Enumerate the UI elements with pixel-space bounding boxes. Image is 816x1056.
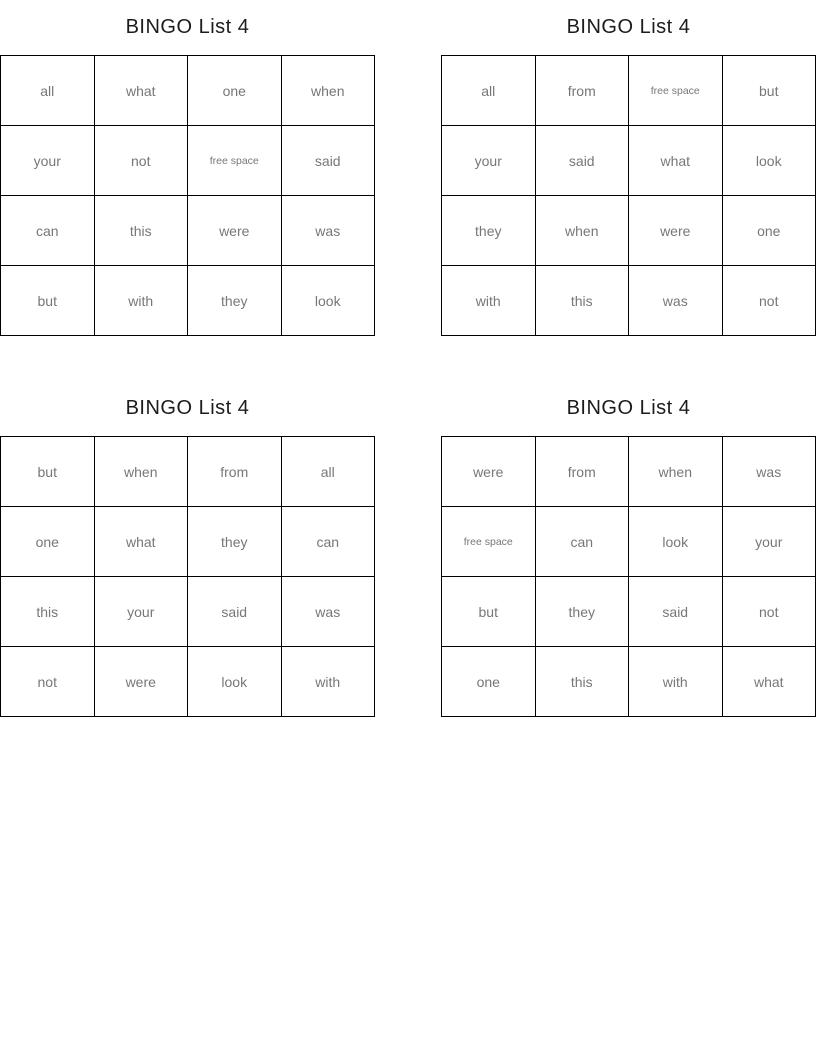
- bingo-cell: your: [442, 126, 536, 196]
- bingo-cell: were: [442, 437, 536, 507]
- bingo-cell-free-space: free space: [188, 126, 282, 196]
- bingo-cell: all: [442, 56, 536, 126]
- bingo-row: [1, 577, 375, 647]
- bingo-cell: they: [442, 196, 536, 266]
- bingo-cell: this: [535, 266, 629, 336]
- bingo-cell: what: [629, 126, 723, 196]
- bingo-card-top-left: [0, 0, 375, 336]
- bingo-cell: were: [188, 196, 282, 266]
- bingo-cell: they: [188, 507, 282, 577]
- bingo-row: [442, 196, 816, 266]
- bingo-card-bottom-right: [441, 381, 816, 717]
- bingo-row: [442, 56, 816, 126]
- bingo-card-title: BINGO List 4: [566, 16, 691, 38]
- bingo-cell: with: [94, 266, 188, 336]
- bingo-card-top-right: [441, 0, 816, 336]
- bingo-cell: with: [442, 266, 536, 336]
- bingo-cell: not: [722, 577, 816, 647]
- bingo-cell: one: [188, 56, 282, 126]
- bingo-cell: said: [188, 577, 282, 647]
- bingo-row: [1, 647, 375, 717]
- bingo-cell-free-space: free space: [442, 507, 536, 577]
- bingo-row: [1, 437, 375, 507]
- bingo-card-title: BINGO List 4: [125, 16, 250, 38]
- bingo-cell: with: [629, 647, 723, 717]
- bingo-cell: but: [442, 577, 536, 647]
- bingo-cell: with: [281, 647, 375, 717]
- bingo-row: [1, 126, 375, 196]
- bingo-cell: what: [722, 647, 816, 717]
- bingo-cell: your: [722, 507, 816, 577]
- bingo-cell: but: [1, 266, 95, 336]
- bingo-row: [1, 196, 375, 266]
- bingo-cell: they: [188, 266, 282, 336]
- bingo-cell: was: [281, 577, 375, 647]
- bingo-cell: were: [629, 196, 723, 266]
- bingo-cell: what: [94, 507, 188, 577]
- bingo-cell: but: [1, 437, 95, 507]
- bingo-cell: one: [1, 507, 95, 577]
- bingo-cell: not: [94, 126, 188, 196]
- bingo-row: [442, 266, 816, 336]
- bingo-cell: look: [281, 266, 375, 336]
- bingo-cell: when: [94, 437, 188, 507]
- bingo-cell: not: [722, 266, 816, 336]
- bingo-cell: when: [629, 437, 723, 507]
- bingo-grid: [441, 55, 816, 336]
- bingo-cell: said: [535, 126, 629, 196]
- bingo-cell: this: [535, 647, 629, 717]
- bingo-grid: [441, 436, 816, 717]
- bingo-row: [442, 577, 816, 647]
- bingo-cell: said: [629, 577, 723, 647]
- bingo-cell: all: [1, 56, 95, 126]
- bingo-cell: from: [535, 56, 629, 126]
- bingo-row: [1, 266, 375, 336]
- bingo-cell: look: [722, 126, 816, 196]
- bingo-cell: look: [629, 507, 723, 577]
- bingo-cell: look: [188, 647, 282, 717]
- bingo-cell: when: [281, 56, 375, 126]
- bingo-cell-free-space: free space: [629, 56, 723, 126]
- bingo-cell: were: [94, 647, 188, 717]
- bingo-cell: but: [722, 56, 816, 126]
- bingo-cell: was: [281, 196, 375, 266]
- bingo-cell: this: [1, 577, 95, 647]
- bingo-cell: can: [281, 507, 375, 577]
- bingo-cell: from: [535, 437, 629, 507]
- bingo-cell: one: [442, 647, 536, 717]
- bingo-cell: they: [535, 577, 629, 647]
- bingo-cell: your: [1, 126, 95, 196]
- bingo-cell: can: [1, 196, 95, 266]
- bingo-cell: one: [722, 196, 816, 266]
- bingo-cell: when: [535, 196, 629, 266]
- bingo-row: [442, 507, 816, 577]
- bingo-row: [1, 56, 375, 126]
- bingo-cell: said: [281, 126, 375, 196]
- bingo-cell: not: [1, 647, 95, 717]
- bingo-cell: your: [94, 577, 188, 647]
- bingo-cell: this: [94, 196, 188, 266]
- bingo-grid: [0, 436, 375, 717]
- bingo-cell: can: [535, 507, 629, 577]
- bingo-card-bottom-left: [0, 381, 375, 717]
- bingo-cell: was: [722, 437, 816, 507]
- bingo-grid: [0, 55, 375, 336]
- bingo-cell: was: [629, 266, 723, 336]
- bingo-cell: what: [94, 56, 188, 126]
- bingo-card-title: BINGO List 4: [125, 397, 250, 419]
- bingo-row: [442, 126, 816, 196]
- bingo-cell: all: [281, 437, 375, 507]
- bingo-row: [442, 437, 816, 507]
- bingo-row: [1, 507, 375, 577]
- bingo-card-title: BINGO List 4: [566, 397, 691, 419]
- bingo-row: [442, 647, 816, 717]
- bingo-cell: from: [188, 437, 282, 507]
